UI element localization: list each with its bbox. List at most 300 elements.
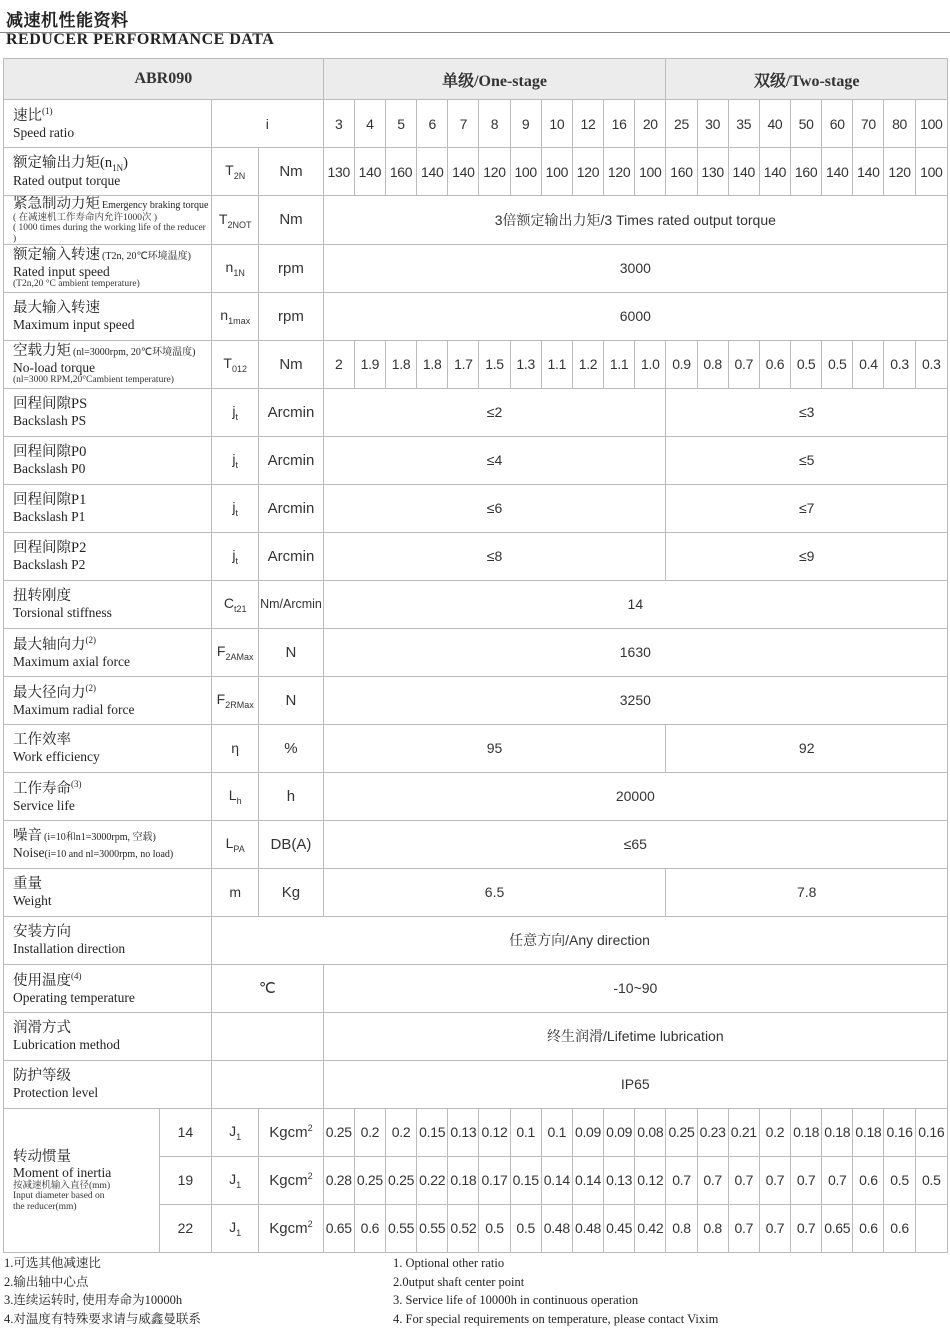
label-en-line (13, 702, 211, 718)
ratio-value: 35 (728, 100, 759, 148)
label-en-line (13, 1085, 211, 1101)
symbol-cell (212, 1108, 259, 1156)
footnote: 3.连续运转时, 使用寿命为10000h (4, 1293, 183, 1307)
inertia-value: 0.5 (915, 1156, 947, 1204)
label-en: Noise (13, 845, 45, 861)
table-row (4, 868, 948, 916)
footnote: 2.0utput shaft center point (393, 1274, 525, 1289)
label-zh: 扭转刚度 (13, 588, 71, 605)
label-en: Work efficiency (13, 749, 100, 765)
label-zh-line (13, 396, 211, 413)
label-zh: 回程间隙P2 (13, 540, 87, 557)
inertia-value: 0.6 (853, 1204, 884, 1252)
symbol-subscript: 2NOT (227, 219, 252, 230)
inertia-value: 0.55 (417, 1204, 448, 1252)
unit-cell (259, 1204, 323, 1252)
ratio-value: 12 (572, 100, 603, 148)
noload-value: 0.5 (822, 340, 853, 388)
symbol-cell (212, 244, 259, 292)
inertia-value: 0.5 (479, 1204, 510, 1252)
label-zh-line (13, 444, 211, 461)
label-zh: 工作寿命 (13, 781, 71, 798)
inertia-value: 0.7 (697, 1156, 728, 1204)
label-zh-line (13, 1149, 159, 1166)
rated_torque-value: 100 (915, 148, 947, 196)
row-label (4, 964, 212, 1012)
label-en-line (13, 798, 211, 814)
inertia-value: 0.48 (541, 1204, 572, 1252)
label-zh-line (13, 492, 211, 509)
inertia-value: 0.14 (572, 1156, 603, 1204)
row-label (4, 916, 212, 964)
symbol-cell (212, 580, 259, 628)
symbol-cell (212, 868, 259, 916)
bl_ps-two-stage: ≤3 (666, 388, 948, 436)
rated_torque-value: 140 (728, 148, 759, 196)
symbol-cell (212, 1156, 259, 1204)
table-row (4, 59, 948, 100)
inertia-value: 0.7 (728, 1204, 759, 1252)
row-label (4, 868, 212, 916)
inertia-value: 0.13 (448, 1108, 479, 1156)
row-label (4, 148, 212, 196)
inertia-value: 0.16 (884, 1108, 915, 1156)
symbol-subscript: h (236, 795, 242, 806)
table-row (4, 340, 948, 388)
label-en-line (13, 990, 211, 1006)
label-zh: 防护等级 (13, 1068, 71, 1085)
symbol-subscript: 012 (231, 363, 247, 374)
unit-cell: rpm (259, 292, 323, 340)
table-row (4, 196, 948, 245)
inertia-value: 0.08 (635, 1108, 666, 1156)
noload-value: 0.7 (728, 340, 759, 388)
symbol-cell (212, 100, 324, 148)
bl_p1-one-stage: ≤6 (323, 484, 666, 532)
inertia-value: 0.7 (759, 1156, 790, 1204)
symbol-subscript: 1max (228, 315, 251, 326)
symbol-subscript: PA (233, 843, 245, 854)
life-value: 20000 (323, 772, 947, 820)
label-zh: 速比 (13, 108, 42, 125)
symbol: F (216, 643, 226, 660)
footnote: 1. Optional other ratio (393, 1256, 505, 1270)
footnote: 3. Service life of 10000h in continuous operation (393, 1293, 639, 1307)
symbol-subscript: t (235, 507, 238, 518)
inertia-value: 0.7 (791, 1204, 822, 1252)
symbol-cell (212, 772, 259, 820)
label-zh: 回程间隙PS (13, 396, 88, 413)
rated_torque-value: 140 (822, 148, 853, 196)
weight-one-stage: 6.5 (323, 868, 666, 916)
label-zh: 空载力矩 (13, 343, 71, 360)
bl_p0-two-stage: ≤5 (666, 436, 948, 484)
footnote: 4.对温度有特殊要求请与威鑫曼联系 (4, 1311, 201, 1326)
label-zh: 最大输入转速 (13, 300, 100, 317)
noload-value: 1.0 (635, 340, 666, 388)
symbol: η (231, 740, 240, 757)
symbol-cell (212, 820, 259, 868)
table-row (4, 1012, 948, 1060)
ratio-value: 16 (604, 100, 635, 148)
lube-empty (212, 1012, 324, 1060)
row-label (4, 772, 212, 820)
radial-value: 3250 (323, 676, 947, 724)
inertia-value: 0.09 (604, 1108, 635, 1156)
label-en-line (13, 1165, 159, 1181)
footnote: 1.可选其他减速比 (4, 1256, 101, 1270)
label-zh-line (13, 876, 211, 893)
inertia-value: 0.55 (385, 1204, 416, 1252)
footnote-mark: (2) (85, 683, 96, 694)
noload-value: 0.6 (759, 340, 790, 388)
rated_torque-value: 100 (541, 148, 572, 196)
table-row (4, 436, 948, 484)
noload-value: 2 (323, 340, 354, 388)
row-label (4, 724, 212, 772)
table-row (4, 916, 948, 964)
label-zh-line (13, 343, 211, 360)
ratio-value: 10 (541, 100, 572, 148)
inertia-value: 0.18 (853, 1108, 884, 1156)
label-en-line (13, 264, 211, 280)
label-note: ( 在减速机工作寿命内允许1000次 ) (13, 212, 158, 223)
label-en: Backslash P2 (13, 557, 86, 573)
symbol: C (223, 595, 234, 612)
unit-cell: ℃ (212, 964, 324, 1012)
ratio-value: 9 (510, 100, 541, 148)
inertia-value: 0.52 (448, 1204, 479, 1252)
row-label (4, 580, 212, 628)
label-en: Service life (13, 797, 75, 813)
label-note: Emergency braking torque (102, 200, 209, 211)
input-diameter: 19 (159, 1156, 211, 1204)
symbol-subscript: 2N (233, 170, 246, 181)
label-en: Rated input speed (13, 263, 110, 279)
inertia-value: 0.42 (635, 1204, 666, 1252)
rated_torque-value: 140 (354, 148, 385, 196)
label-zh: 润滑方式 (13, 1020, 71, 1037)
label-symbol: ) (123, 154, 128, 171)
label-zh-line (13, 1068, 211, 1085)
symbol: L (225, 835, 234, 852)
label-zh-line (13, 971, 211, 990)
noload-value: 1.1 (541, 340, 572, 388)
unit-cell: Arcmin (259, 436, 323, 484)
ratio-value: 5 (385, 100, 416, 148)
table-row (4, 628, 948, 676)
symbol: T (218, 210, 228, 227)
noload-value: 1.7 (448, 340, 479, 388)
table-row (4, 532, 948, 580)
table-row (4, 772, 948, 820)
label-note: ( 1000 times during the working life of the reducer ) (13, 223, 206, 244)
inertia-value: 0.12 (635, 1156, 666, 1204)
rated_torque-value: 160 (385, 148, 416, 196)
temp-value: -10~90 (323, 964, 947, 1012)
label-en-line (13, 413, 211, 429)
noload-value: 1.8 (385, 340, 416, 388)
label-note: (T2n,20 °C ambient temperature) (13, 279, 140, 290)
label-zh: 转动惯量 (13, 1148, 71, 1165)
label-en: Maximum radial force (13, 701, 135, 717)
symbol-cell (212, 724, 259, 772)
noload-value: 0.4 (853, 340, 884, 388)
inertia-value: 0.25 (666, 1108, 697, 1156)
efficiency-two-stage: 92 (666, 724, 948, 772)
performance-table (3, 58, 948, 1253)
max_speed-value: 6000 (323, 292, 947, 340)
inertia-value: 0.13 (604, 1156, 635, 1204)
unit-cell: DB(A) (259, 820, 323, 868)
inertia-value: 0.14 (541, 1156, 572, 1204)
unit-cell: Nm/Arcmin (259, 580, 323, 628)
unit-cell: h (259, 772, 323, 820)
symbol-cell (212, 292, 259, 340)
noload-value: 1.9 (354, 340, 385, 388)
label-zh-line (13, 106, 211, 125)
inertia-value: 0.16 (915, 1108, 947, 1156)
label-zh-line (13, 300, 211, 317)
unit-cell: Arcmin (259, 484, 323, 532)
efficiency-one-stage: 95 (323, 724, 666, 772)
label-zh: 使用温度 (13, 973, 71, 990)
inertia-value: 0.25 (323, 1108, 354, 1156)
rated_torque-value: 130 (697, 148, 728, 196)
table-row (4, 148, 948, 196)
input-diameter: 14 (159, 1108, 211, 1156)
inertia-value: 0.18 (448, 1156, 479, 1204)
symbol: T (225, 162, 234, 179)
footnote: 4. For special requirements on temperature, please contact Vixim (393, 1311, 719, 1326)
protect-empty (212, 1060, 324, 1108)
symbol: j (232, 403, 236, 420)
rated_torque-value: 120 (572, 148, 603, 196)
symbol: j (232, 451, 236, 468)
install-value: 任意方向/Any direction (212, 916, 948, 964)
inertia-value: 0.48 (572, 1204, 603, 1252)
ratio-value: 80 (884, 100, 915, 148)
noload-value: 1.8 (417, 340, 448, 388)
row-label (4, 676, 212, 724)
rated_torque-value: 140 (853, 148, 884, 196)
inertia-value: 0.15 (417, 1108, 448, 1156)
label-en-line (13, 557, 211, 573)
symbol: i (265, 115, 269, 132)
inertia-value (915, 1204, 947, 1252)
ratio-value: 3 (323, 100, 354, 148)
axial-value: 1630 (323, 628, 947, 676)
label-en-line (13, 749, 211, 765)
bl_p1-two-stage: ≤7 (666, 484, 948, 532)
table-row (4, 724, 948, 772)
label-note: Input diameter based on (13, 1191, 105, 1202)
label-note: (nl=3000 RPM,20°Cambient temperature) (13, 375, 174, 386)
rated_torque-value: 100 (510, 148, 541, 196)
footnote-mark: (4) (71, 971, 82, 982)
rated_speed-value: 3000 (323, 244, 947, 292)
inertia-value: 0.18 (822, 1108, 853, 1156)
label-note: (nl=3000rpm, 20℃环境温度) (73, 347, 196, 359)
symbol-subscript: t (235, 411, 238, 422)
row-label (4, 436, 212, 484)
unit: Kgcm (269, 1172, 308, 1190)
label-en-line (13, 941, 211, 957)
table-row (4, 1060, 948, 1108)
footnotes-zh (4, 1254, 201, 1328)
row-label (4, 340, 212, 388)
label-en: Protection level (13, 1085, 99, 1101)
symbol-cell (212, 484, 259, 532)
label-zh-line (13, 196, 211, 213)
ratio-value: 4 (354, 100, 385, 148)
unit-cell: Nm (259, 148, 323, 196)
label-zh: 重量 (13, 876, 42, 893)
inertia-value: 0.18 (791, 1108, 822, 1156)
noload-value: 1.2 (572, 340, 603, 388)
inertia-value: 0.2 (354, 1108, 385, 1156)
label-zh-line (13, 247, 211, 264)
inertia-value: 0.17 (479, 1156, 510, 1204)
inertia-value: 0.09 (572, 1108, 603, 1156)
footnotes-en (393, 1254, 718, 1328)
rated_torque-value: 120 (604, 148, 635, 196)
row-label (4, 1012, 212, 1060)
symbol-cell (212, 1204, 259, 1252)
label-zh-line (13, 540, 211, 557)
ratio-value: 7 (448, 100, 479, 148)
unit-cell: % (259, 724, 323, 772)
ratio-value: 100 (915, 100, 947, 148)
label-note: 按减速机输入直径(mm) (13, 1180, 111, 1191)
symbol-subscript: 2RMax (225, 699, 254, 710)
noload-value: 0.9 (666, 340, 697, 388)
footnote-mark: (1) (42, 106, 53, 117)
label-en: Rated output torque (13, 172, 121, 188)
label-en-line (13, 845, 211, 861)
table-row (4, 388, 948, 436)
symbol-cell (212, 340, 259, 388)
label-note: the reducer(mm) (13, 1201, 77, 1212)
label-en: Maximum input speed (13, 317, 135, 333)
label-zh: 额定输入转速 (13, 247, 100, 264)
unit-cell (259, 1156, 323, 1204)
label-zh-line (13, 924, 211, 941)
symbol: j (232, 499, 236, 516)
title-rule (0, 32, 950, 33)
ratio-value: 30 (697, 100, 728, 148)
label-note: (i=10 and nl=3000rpm, no load) (44, 849, 174, 861)
label-zh-line (13, 828, 211, 845)
table-row (4, 484, 948, 532)
ratio-value: 6 (417, 100, 448, 148)
noload-value: 0.8 (697, 340, 728, 388)
symbol-cell (212, 148, 259, 196)
protect-value: IP65 (323, 1060, 947, 1108)
label-zh-line (13, 779, 211, 798)
rated_torque-value: 130 (323, 148, 354, 196)
noload-value: 1.5 (479, 340, 510, 388)
row-label (4, 100, 212, 148)
noload-value: 0.3 (884, 340, 915, 388)
table-row (4, 580, 948, 628)
row-label (4, 388, 212, 436)
label-en: Installation direction (13, 941, 126, 957)
rated_torque-value: 140 (448, 148, 479, 196)
unit: Kgcm (269, 1124, 308, 1142)
unit-exponent: 2 (307, 1171, 313, 1182)
inertia-value: 0.28 (323, 1156, 354, 1204)
unit-cell: N (259, 628, 323, 676)
label-en-line (13, 893, 211, 909)
label-en-line (13, 173, 211, 189)
symbol: L (228, 787, 237, 804)
inertia-value: 0.25 (354, 1156, 385, 1204)
label-en: Backslash P1 (13, 509, 86, 525)
label-zh: 回程间隙P0 (13, 444, 87, 461)
label-en: No-load torque (13, 359, 96, 375)
symbol-subscript: 1 (236, 1227, 242, 1238)
ratio-value: 60 (822, 100, 853, 148)
bl_p2-one-stage: ≤8 (323, 532, 666, 580)
label-note: (T2n, 20℃环境温度) (102, 251, 191, 263)
symbol: j (232, 547, 236, 564)
row-label (4, 1108, 160, 1252)
label-zh-line (13, 635, 211, 654)
symbol-subscript: 1 (236, 1179, 242, 1190)
inertia-value: 0.8 (666, 1204, 697, 1252)
table-row (4, 100, 948, 148)
footnote: 2.输出轴中心点 (4, 1274, 89, 1289)
bl_p2-two-stage: ≤9 (666, 532, 948, 580)
symbol-subscript: 2AMax (225, 651, 254, 662)
noise-value: ≤65 (323, 820, 947, 868)
label-en-line (13, 461, 211, 477)
inertia-value: 0.1 (510, 1108, 541, 1156)
bl_p0-one-stage: ≤4 (323, 436, 666, 484)
unit-cell: Kg (259, 868, 323, 916)
rated_torque-value: 160 (666, 148, 697, 196)
label-en-line (13, 317, 211, 333)
row-label (4, 1060, 212, 1108)
unit-exponent: 2 (307, 1123, 313, 1134)
symbol-subscript: t (235, 555, 238, 566)
rated_torque-value: 100 (635, 148, 666, 196)
table-row (4, 1108, 948, 1156)
inertia-value: 0.22 (417, 1156, 448, 1204)
inertia-value: 0.8 (697, 1204, 728, 1252)
row-label (4, 484, 212, 532)
rated_torque-value: 140 (759, 148, 790, 196)
label-zh: 紧急制动力矩 (13, 196, 100, 212)
label-zh-line (13, 732, 211, 749)
table-row (4, 820, 948, 868)
label-en: Backslash PS (13, 413, 87, 429)
label-en: Speed ratio (13, 124, 75, 140)
row-label (4, 196, 212, 245)
label-en: Lubrication method (13, 1037, 120, 1053)
unit-exponent: 2 (307, 1219, 313, 1230)
unit: Kgcm (269, 1220, 308, 1238)
inertia-value: 0.12 (479, 1108, 510, 1156)
ratio-value: 8 (479, 100, 510, 148)
symbol-cell (212, 196, 259, 245)
noload-value: 0.3 (915, 340, 947, 388)
inertia-value: 0.2 (759, 1108, 790, 1156)
inertia-value: 0.2 (385, 1108, 416, 1156)
noload-value: 1.3 (510, 340, 541, 388)
unit-cell: Nm (259, 340, 323, 388)
